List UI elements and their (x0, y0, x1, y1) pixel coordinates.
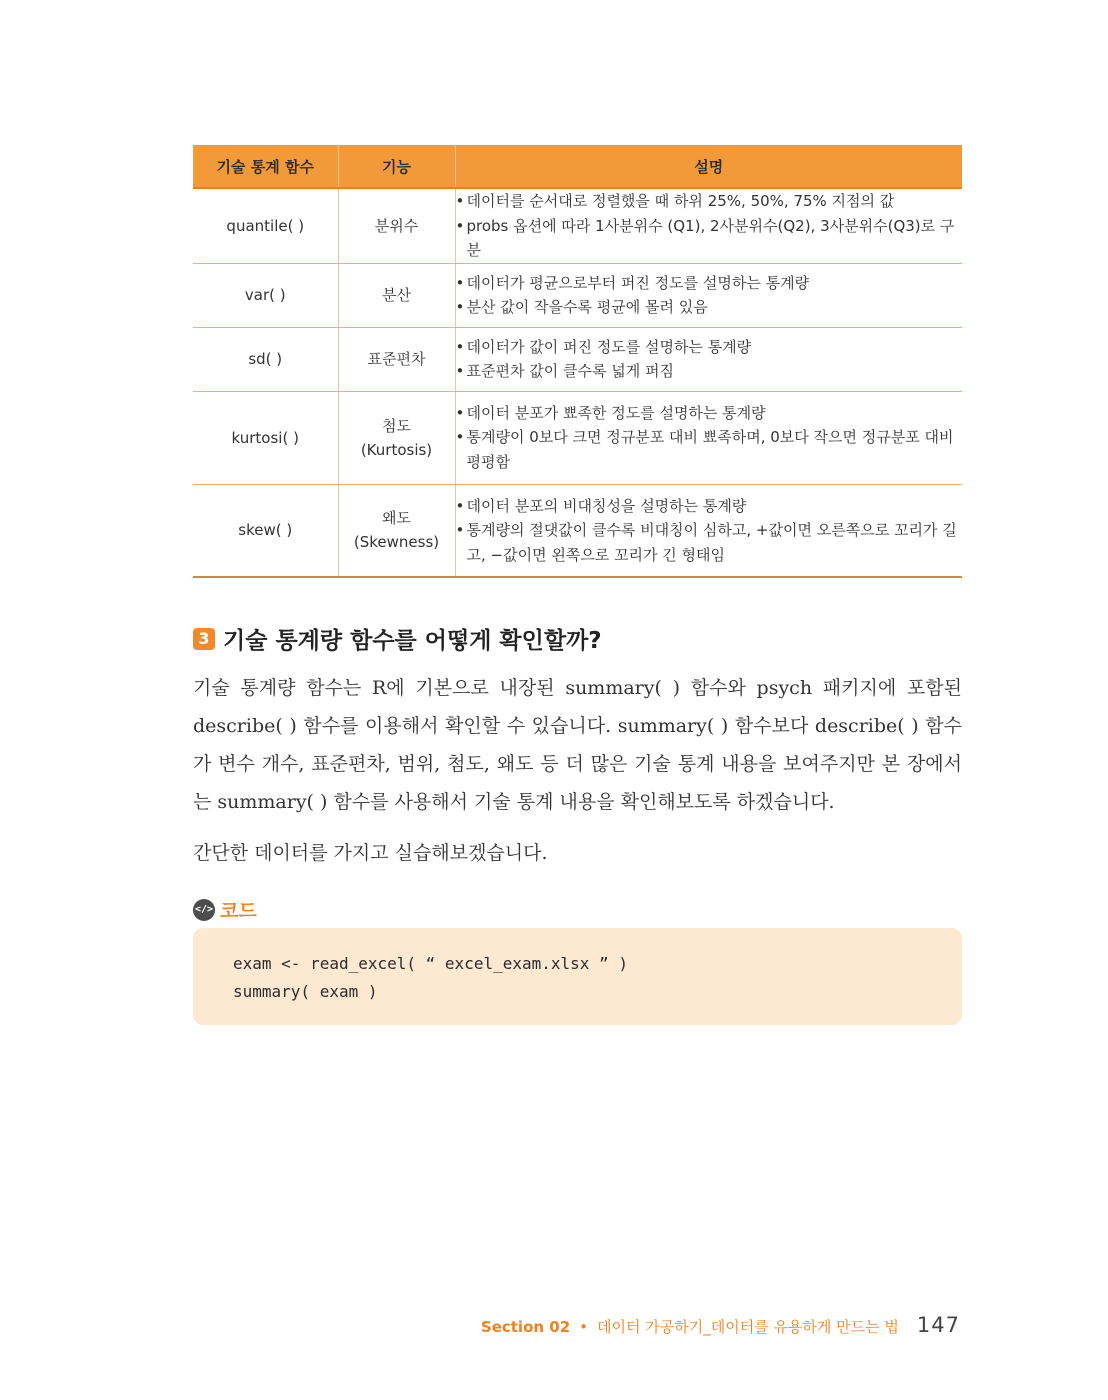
section-heading (193, 622, 602, 655)
code-label (193, 896, 257, 923)
function-description (455, 327, 962, 391)
page-content (193, 145, 962, 578)
code-icon: </> (193, 899, 215, 921)
body-paragraph: 간단한 데이터를 가지고 실습해보겠습니다. (193, 842, 548, 864)
description-item: • probs 옵션에 따라 1사분위수 (Q1), 2사분위수(Q2), 3사분위수(Q3)로 구분 (456, 214, 963, 263)
description-item: • 데이터가 평균으로부터 퍼진 정도를 설명하는 통계량 (456, 271, 963, 296)
function-description (455, 263, 962, 327)
description-item: • 통계량의 절댓값이 클수록 비대칭이 심하고, +값이면 오른쪽으로 꼬리가 길고, −값이면 왼쪽으로 꼬리가 긴 형태임 (456, 518, 963, 567)
description-item: • 분산 값이 작을수록 평균에 몰려 있음 (456, 295, 963, 320)
role-english: (Kurtosis) (360, 440, 433, 459)
function-name: skew( ) (193, 484, 338, 577)
code-title: 코드 (220, 900, 257, 922)
footer-separator: • (579, 1318, 589, 1336)
role-english: (Skewness) (353, 533, 440, 552)
function-name: var( ) (193, 263, 338, 327)
table-row (193, 188, 962, 263)
function-role (338, 391, 455, 484)
header-function: 기술 통계 함수 (193, 145, 338, 188)
function-role (338, 484, 455, 577)
description-item: • 데이터 분포가 뾰족한 정도를 설명하는 통계량 (456, 401, 963, 426)
description-item: • 표준편차 값이 클수록 넓게 퍼짐 (456, 359, 963, 384)
description-item: • 통계량이 0보다 크면 정규분포 대비 뾰족하며, 0보다 작으면 정규분포 대비 평평함 (456, 425, 963, 474)
function-description (455, 391, 962, 484)
code-block (193, 928, 962, 1025)
code-line: summary( exam ) (233, 982, 378, 1001)
section-number-badge: 3 (193, 628, 215, 650)
function-role: 분위수 (338, 188, 455, 263)
table-row (193, 263, 962, 327)
function-description (455, 188, 962, 263)
description-item: • 데이터가 값이 퍼진 정도를 설명하는 통계량 (456, 335, 963, 360)
description-item: • 데이터를 순서대로 정렬했을 때 하위 25%, 50%, 75% 지점의 값 (456, 189, 963, 214)
table-row (193, 484, 962, 577)
section-title: 기술 통계량 함수를 어떻게 확인할까? (223, 628, 602, 654)
footer-chapter-title: 데이터 가공하기_데이터를 유용하게 만드는 법 (597, 1318, 899, 1336)
body-paragraph: 기술 통계량 함수는 R에 기본으로 내장된 summary( ) 함수와 psych 패키지에 포함된 describe( ) 함수를 이용해서 확인할 수 있습니다. summary( ) 함수보다 describe( ) 함수가 변수 개수, 표준편차, 범위, 첨도, 왜도 등 더 많은 기술 통계 내용을 보여주지만 본 장에서는 summary( ) 함수를 사용해서 기술 통계 내용을 확인해보도록 하겠습니다. (193, 677, 962, 813)
role-korean: 첨도 (382, 416, 411, 435)
role-korean: 왜도 (382, 509, 411, 528)
header-description: 설명 (455, 145, 962, 188)
function-role: 표준편차 (338, 327, 455, 391)
description-item: • 데이터 분포의 비대칭성을 설명하는 통계량 (456, 494, 963, 519)
function-name: sd( ) (193, 327, 338, 391)
function-role: 분산 (338, 263, 455, 327)
statistics-function-table (193, 145, 962, 578)
page-footer (481, 1313, 960, 1337)
table-row (193, 391, 962, 484)
function-name: kurtosi( ) (193, 391, 338, 484)
footer-section: Section 02 (480, 1318, 571, 1336)
page-number: 147 (916, 1313, 960, 1337)
table-row (193, 327, 962, 391)
function-name: quantile( ) (193, 188, 338, 263)
code-line: exam <- read_excel( “ excel_exam.xlsx ” ) (233, 954, 628, 973)
table-header-row (193, 145, 962, 188)
header-role: 기능 (338, 145, 455, 188)
function-description (455, 484, 962, 577)
